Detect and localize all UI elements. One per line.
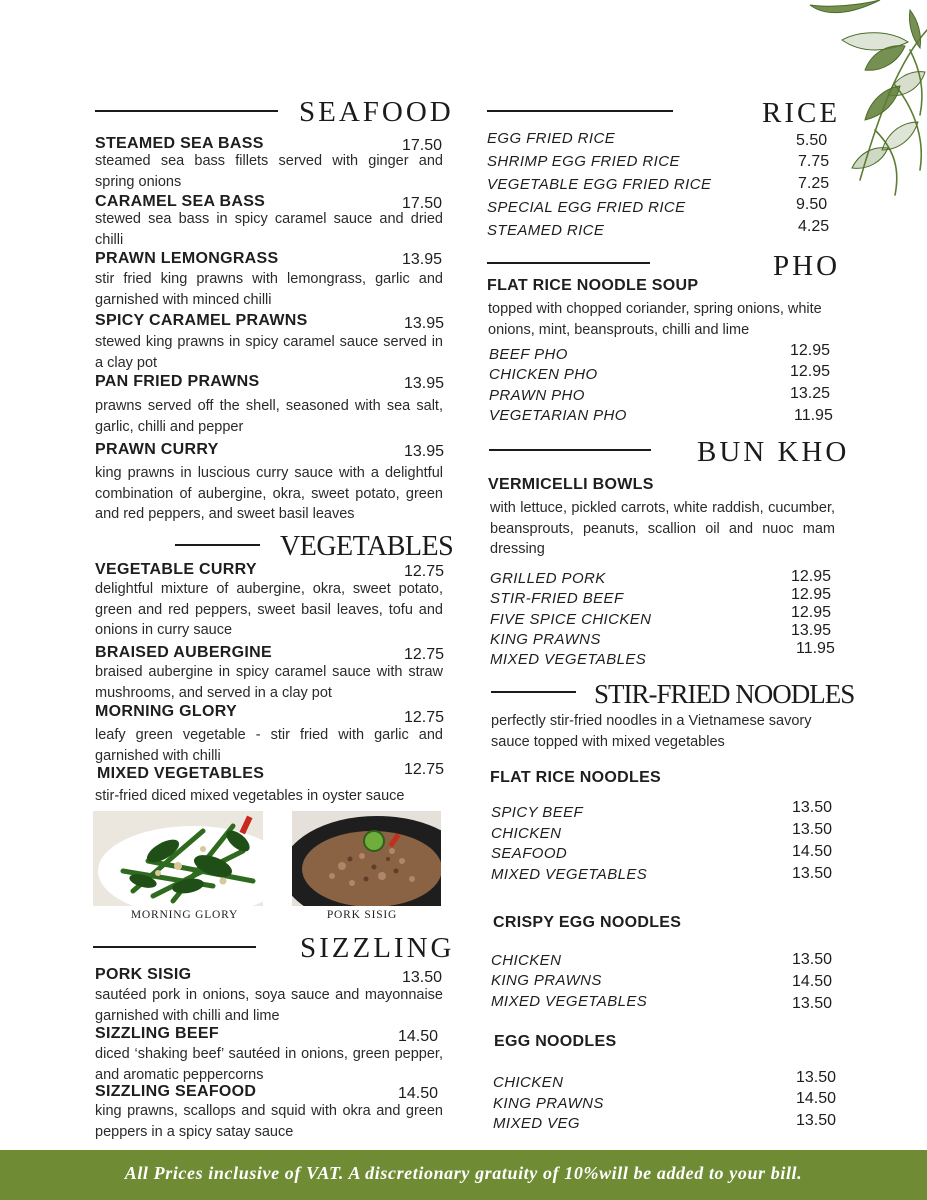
menu-item-name: PRAWN PHO [489,387,585,404]
menu-item-desc: diced ‘shaking beef’ sautéed in onions, green pepper, and aromatic peppercorns [95,1046,443,1083]
photo-caption: MORNING GLORY [130,909,239,921]
menu-item-price: 14.50 [398,1028,439,1045]
menu-item-name: EGG FRIED RICE [487,130,616,147]
section-subhead: EGG NOODLES [494,1033,617,1050]
menu-item-price: 14.50 [796,1090,837,1107]
menu-item-desc: king prawns in luscious curry sauce with a delightful combination of aubergine, okra, sweet potato, green and red peppers, and sweet basil leaves [95,465,443,522]
section-divider [491,691,576,693]
menu-item-price: 12.75 [404,646,445,663]
menu-item-price: 7.75 [798,153,830,170]
section-subhead: FLAT RICE NOODLES [490,769,662,786]
morning-glory-image [93,811,263,906]
menu-item-desc: steamed sea bass fillets served with ginger and spring onions [95,153,443,190]
menu-item-desc: leafy green vegetable - stir fried with garlic and garnished with chilli [95,727,443,764]
menu-item-price: 13.50 [796,1112,837,1129]
menu-item-price: 5.50 [796,132,828,149]
menu-item-name: PORK SISIG [95,966,192,983]
menu-item-price: 14.50 [398,1085,439,1102]
section-subhead: FLAT RICE NOODLE SOUP [487,277,699,294]
section-divider [489,449,651,451]
section-title-stir-fried-noodles: STIR-FRIED NOODLES [594,679,855,709]
section-divider [487,110,673,112]
menu-item-price: 13.50 [402,969,443,986]
section-desc: with lettuce, pickled carrots, white raddish, cucumber, beansprouts, peanuts, scallion oil and nuoc mam dressing [490,500,835,557]
menu-item-desc: prawns served off the shell, seasoned with sea salt, garlic, chilli and pepper [95,398,443,435]
footer-banner [0,1150,927,1200]
section-subhead: VERMICELLI BOWLS [488,476,654,493]
menu-item-name: VEGETABLE CURRY [95,561,257,578]
section-divider [175,544,260,546]
menu-item-price: 12.95 [790,342,831,359]
section-title-seafood: SEAFOOD [299,96,454,128]
menu-item-name: SIZZLING SEAFOOD [95,1083,257,1100]
section-divider [487,262,650,264]
menu-item-desc: stir-fried diced mixed vegetables in oyster sauce [95,788,405,804]
menu-item-name: MIXED VEGETABLES [97,765,265,782]
section-title-bun-kho: BUN KHO [697,436,850,468]
section-title-rice: RICE [762,97,841,129]
menu-item-price: 13.50 [792,995,833,1012]
menu-item-price: 17.50 [402,195,443,212]
menu-item-price: 13.50 [792,821,833,838]
menu-item-name: CHICKEN [493,1074,564,1091]
menu-item-desc: braised aubergine in spicy caramel sauce with straw mushrooms, and served in a clay pot [95,664,443,701]
menu-item-name: MIXED VEGETABLES [490,651,647,668]
menu-item-price: 13.95 [404,443,445,460]
menu-item-desc: king prawns, scallops and squid with okra and green peppers in a spicy satay sauce [95,1103,443,1140]
menu-item-price: 12.95 [791,586,832,603]
section-divider [93,946,256,948]
menu-item-name: PRAWN LEMONGRASS [95,250,279,267]
menu-item-name: SIZZLING BEEF [95,1025,219,1042]
menu-item-price: 14.50 [792,843,833,860]
menu-item-name: STEAMED SEA BASS [95,135,264,152]
menu-item-name: KING PRAWNS [490,631,601,648]
menu-item-price: 13.50 [792,865,833,882]
section-title-vegetables: VEGETABLES [280,531,454,562]
menu-item-name: MORNING GLORY [95,703,237,720]
menu-item-price: 17.50 [402,137,443,154]
menu-item-price: 13.50 [792,951,833,968]
menu-item-price: 12.75 [404,761,445,778]
menu-item-name: BRAISED AUBERGINE [95,644,272,661]
section-desc: topped with chopped coriander, spring onions, white onions, mint, beansprouts, chilli and lime [488,301,822,338]
menu-item-name: MIXED VEGETABLES [491,866,648,883]
photo-pork-sisig [292,811,441,906]
menu-item-price: 9.50 [796,196,828,213]
menu-item-price: 12.95 [791,568,832,585]
menu-item-price: 12.95 [790,363,831,380]
menu-item-price: 13.95 [404,375,445,392]
menu-item-name: FIVE SPICE CHICKEN [490,611,652,628]
menu-item-price: 13.95 [404,315,445,332]
menu-item-price: 13.95 [402,251,443,268]
menu-item-price: 4.25 [798,218,830,235]
menu-item-name: BEEF PHO [489,346,568,363]
menu-item-name: SHRIMP EGG FRIED RICE [487,153,680,170]
menu-item-desc: stewed king prawns in spicy caramel sauce served in a clay pot [95,334,443,371]
menu-item-price: 11.95 [796,640,835,657]
section-subhead: CRISPY EGG NOODLES [493,914,682,931]
menu-item-price: 14.50 [792,973,833,990]
menu-item-name: SPICY CARAMEL PRAWNS [95,312,308,329]
menu-item-price: 11.95 [794,407,833,424]
menu-item-name: KING PRAWNS [493,1095,604,1112]
section-title-sizzling: SIZZLING [300,932,455,964]
menu-item-name: KING PRAWNS [491,972,602,989]
menu-item-name: MIXED VEGETABLES [491,993,648,1010]
menu-item-price: 12.95 [791,604,832,621]
photo-caption: PORK SISIG [326,909,398,921]
menu-item-desc: delightful mixture of aubergine, okra, sweet potato, green and red peppers, sweet basil leaves, tofu and onions in curry sauce [95,581,443,638]
menu-item-name: VEGETARIAN PHO [489,407,627,424]
menu-item-desc: stir fried king prawns with lemongrass, garlic and garnished with minced chilli [95,271,443,308]
menu-item-price: 13.50 [796,1069,837,1086]
menu-item-name: SPICY BEEF [491,804,584,821]
menu-item-name: CARAMEL SEA BASS [95,193,266,210]
menu-item-price: 13.25 [790,385,831,402]
section-desc: perfectly stir-fried noodles in a Vietnamese savory sauce topped with mixed vegetables [491,713,812,750]
menu-item-price: 7.25 [798,175,830,192]
menu-item-name: PRAWN CURRY [95,441,219,458]
menu-item-name: STIR-FRIED BEEF [490,590,624,607]
menu-item-price: 12.75 [404,563,445,580]
pork-sisig-image [292,811,441,906]
menu-item-desc: sautéed pork in onions, soya sauce and mayonnaise garnished with chilli and lime [95,987,443,1024]
menu-item-price: 12.75 [404,709,445,726]
section-title-pho: PHO [773,250,841,282]
menu-item-price: 13.95 [791,622,832,639]
menu-item-desc: stewed sea bass in spicy caramel sauce and dried chilli [95,211,443,248]
menu-item-name: SPECIAL EGG FRIED RICE [487,199,686,216]
menu-item-name: MIXED VEG [493,1115,580,1132]
menu-item-name: CHICKEN [491,825,562,842]
menu-item-name: STEAMED RICE [487,222,605,239]
footer-vat-notice: All Prices inclusive of VAT. A discretionary gratuity of 10%will be added to your bill. [124,1163,803,1183]
menu-item-name: PAN FRIED PRAWNS [95,373,260,390]
menu-item-name: CHICKEN PHO [489,366,598,383]
menu-item-price: 13.50 [792,799,833,816]
section-divider [95,110,278,112]
menu-item-name: CHICKEN [491,952,562,969]
photo-morning-glory [93,811,263,906]
menu-item-name: GRILLED PORK [490,570,606,587]
menu-item-name: VEGETABLE EGG FRIED RICE [487,176,712,193]
menu-item-name: SEAFOOD [491,845,568,862]
